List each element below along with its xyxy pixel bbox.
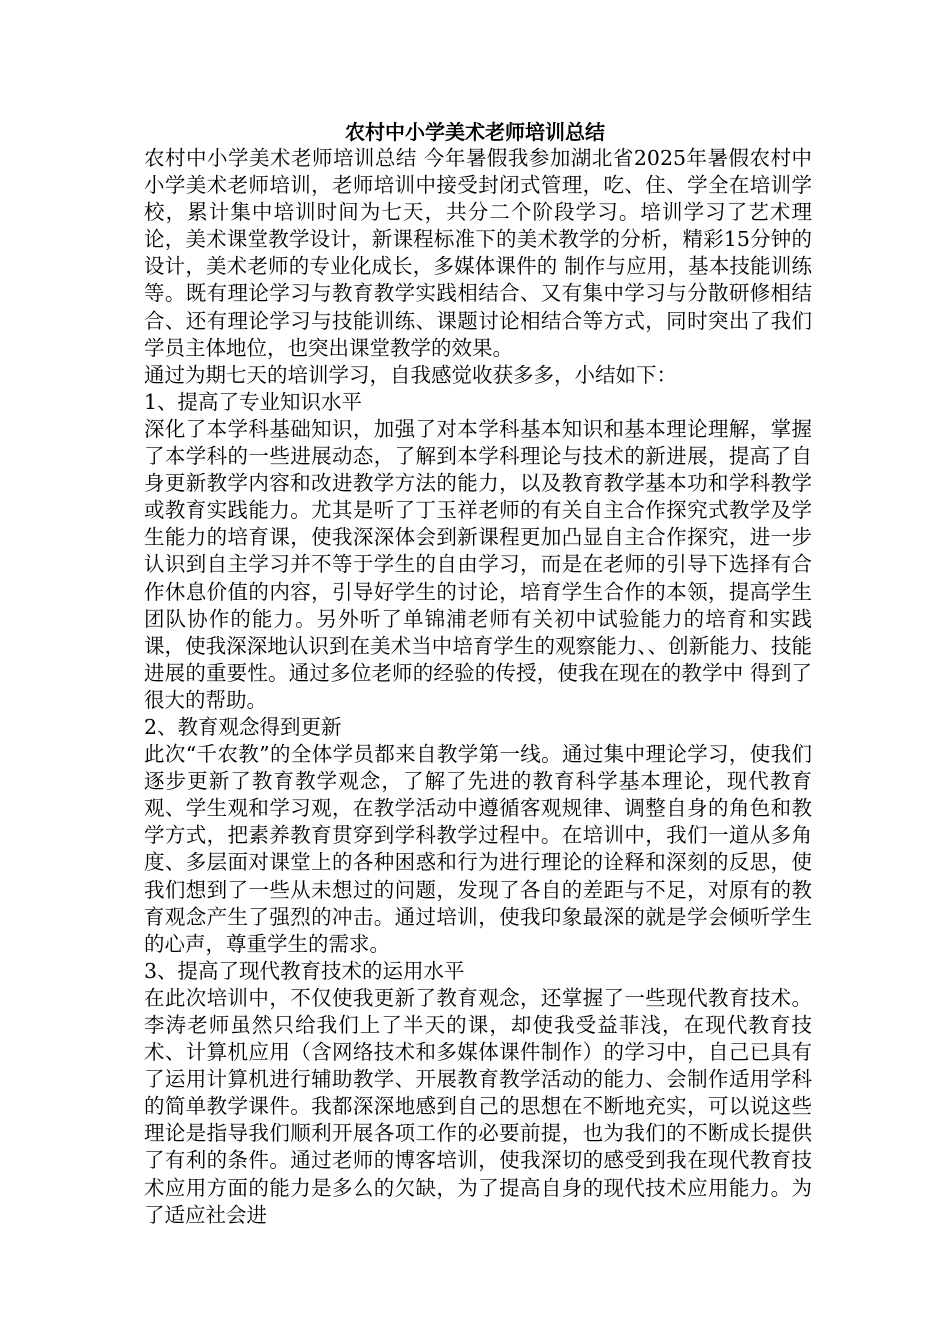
summary-lead-paragraph: 通过为期七天的培训学习，自我感觉收获多多，小结如下： <box>144 362 677 387</box>
intro-paragraph: 农村中小学美术老师培训总结 今年暑假我参加湖北省2025年暑假农村中小学美术老师培训，老师培训中接受封闭式管理，吃、住、学全在培训学校，累计集中培训时间为七天，共分二个阶段学习。培训学习了艺术理论，美术课堂教学设计，新课程标准下的美术教学的分析，精彩15分钟的设计，美术老师的专业化成长，多媒体课件的 制作与应用，基本技能训练等。既有理论学习与教育教学实践相结合、又有集中学习与分散研修相结合、还有理论学习与技能训练、课题讨论相结合等方式，同时突出了我们学员主体地位，也突出课堂教学的效果。 <box>144 146 812 360</box>
section-paragraph-3: 在此次培训中，不仅使我更新了教育观念，还掌握了一些现代教育技术。李涛老师虽然只给我们上了半天的课，却使我受益菲浅，在现代教育技术、计算机应用（含网络技术和多媒体课件制作）的学习中，自己已具有了运用计算机进行辅助教学、开展教育教学活动的能力、会制作适用学科的简单教学课件。我都深深地感到自己的思想在不断地充实，可以说这些理论是指导我们顺利开展各项工作的必要前提，也为我们的不断成长提供了有利的条件。通过老师的博客培训，使我深切的感受到我在现代教育技术应用方面的能力是多么的欠缺，为了提高自身的现代技术应用能力。为了适应社会进 <box>144 985 812 1227</box>
section-heading-3: 3、提高了现代教育技术的运用水平 <box>144 958 465 983</box>
section-heading-1: 1、提高了专业知识水平 <box>144 389 363 414</box>
section-paragraph-2: 此次“千农教”的全体学员都来自教学第一线。通过集中理论学习，使我们逐步更新了教育教学观念，了解了先进的教育科学基本理论，现代教育观、学生观和学习观，在教学活动中遵循客观规律、调整自身的角色和教学方式，把素养教育贯穿到学科教学过程中。在培训中，我们一道从多角度、多层面对课堂上的各种困惑和行为进行理论的诠释和深刻的反思，使我们想到了一些从未想过的问题，发现了各自的差距与不足，对原有的教育观念产生了强烈的冲击。通过培训，使我印象最深的就是学会倾听学生的心声，尊重学生的需求。 <box>144 742 812 956</box>
document-title: 农村中小学美术老师培训总结 <box>345 120 605 144</box>
section-paragraph-1: 深化了本学科基础知识，加强了对本学科基本知识和基本理论理解，掌握了本学科的一些进展动态，了解到本学科理论与技术的新进展，提高了自身更新教学内容和改进教学方法的能力，以及教育教学基本功和学科教学或教育实践能力。尤其是听了丁玉祥老师的有关自主合作探究式教学及学生能力的培育课，使我深深体会到新课程更加凸显自主合作探究，进一步认识到自主学习并不等于学生的自由学习，而是在老师的引导下选择有合作休息价值的内容，引导好学生的讨论，培育学生合作的本领，提高学生团队协作的能力。另外听了单锦浦老师有关初中试验能力的培育和实践课，使我深深地认识到在美术当中培育学生的观察能力、、创新能力、技能进展的重要性。通过多位老师的经验的传授，使我在现在的教学中 得到了很大的帮助。 <box>144 416 812 712</box>
section-heading-2: 2、教育观念得到更新 <box>144 714 342 739</box>
document-body <box>144 145 812 1229</box>
